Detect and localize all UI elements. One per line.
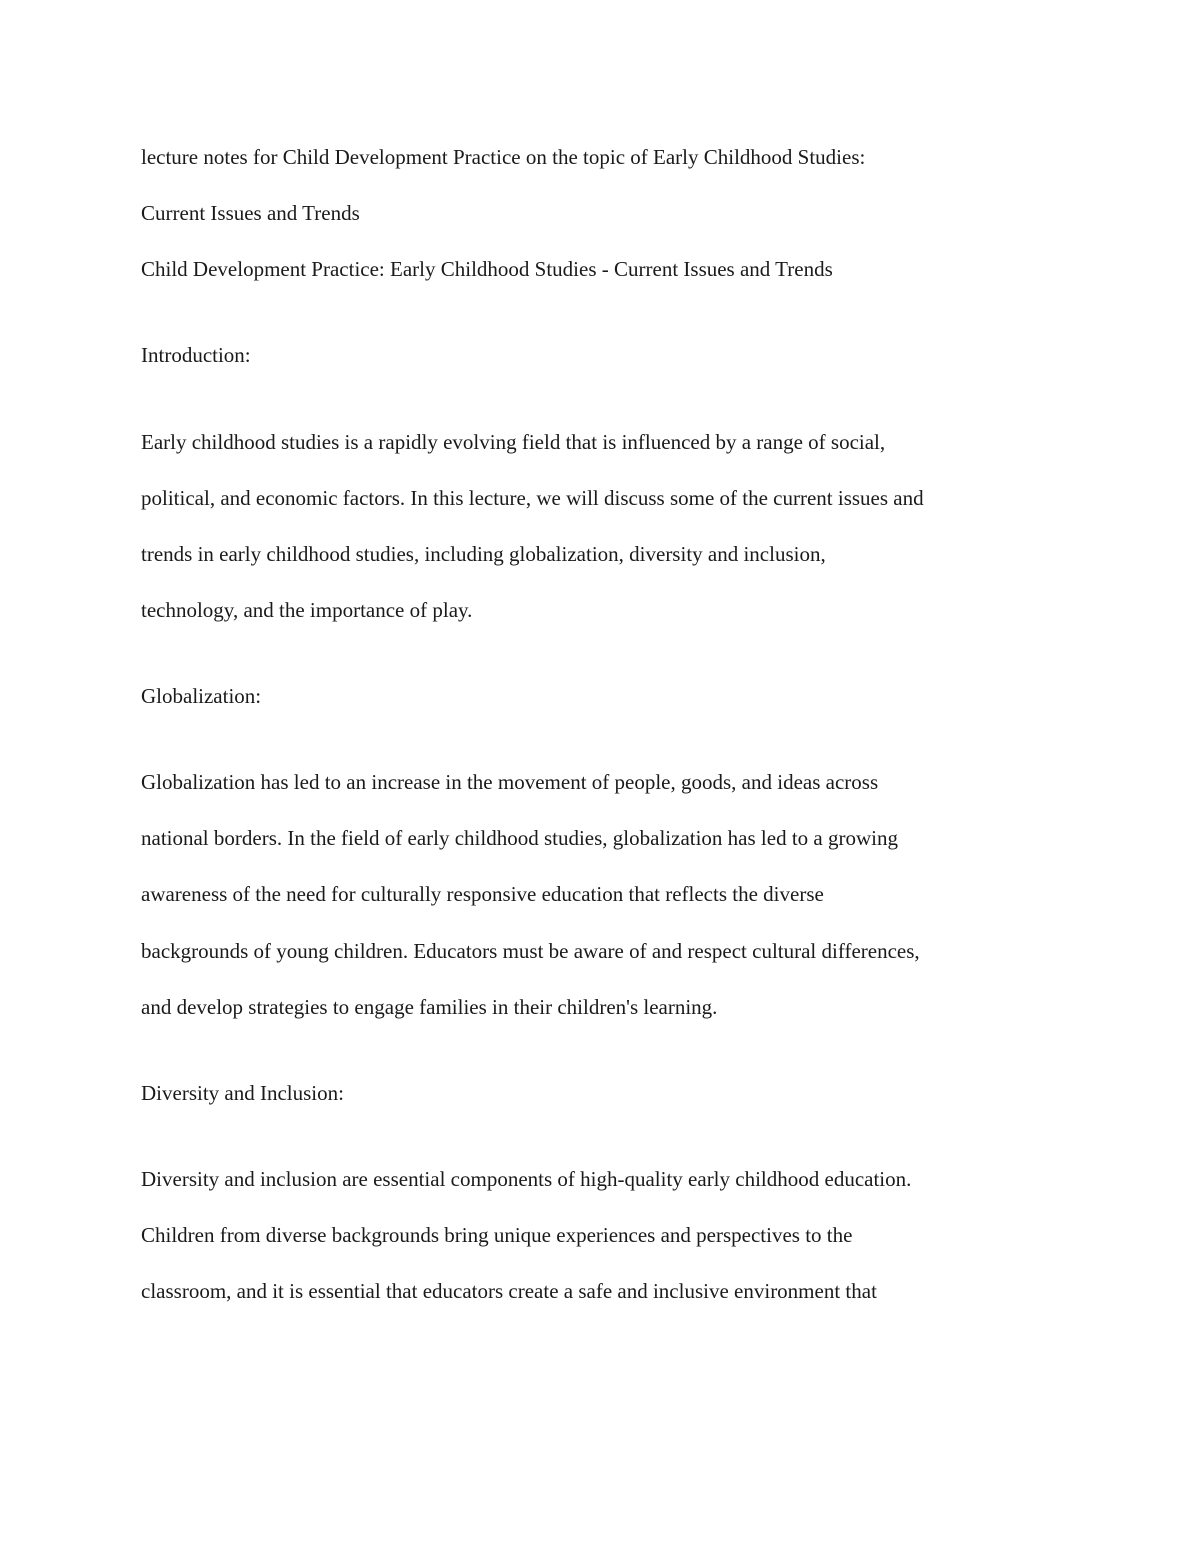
document-subtitle: Child Development Practice: Early Childhood Studies - Current Issues and Trends (141, 257, 833, 281)
globalization-heading: Globalization: (141, 684, 262, 708)
globalization-line: and develop strategies to engage families in their children's learning. (141, 995, 718, 1019)
document-title-line-2: Current Issues and Trends (141, 201, 360, 225)
diversity-line: Diversity and inclusion are essential components of high-quality early childhood education. (141, 1167, 912, 1191)
introduction-heading: Introduction: (141, 343, 251, 367)
introduction-line: Early childhood studies is a rapidly evolving field that is influenced by a range of social, (141, 430, 886, 454)
diversity-line: classroom, and it is essential that educators create a safe and inclusive environment that (141, 1279, 877, 1303)
globalization-line: national borders. In the field of early childhood studies, globalization has led to a growing (141, 826, 898, 850)
introduction-line: technology, and the importance of play. (141, 598, 473, 622)
diversity-line: Children from diverse backgrounds bring unique experiences and perspectives to the (141, 1223, 853, 1247)
introduction-line: political, and economic factors. In this lecture, we will discuss some of the current issues and (141, 486, 924, 510)
globalization-line: Globalization has led to an increase in the movement of people, goods, and ideas across (141, 770, 879, 794)
document-title-line-1: lecture notes for Child Development Practice on the topic of Early Childhood Studies: (141, 145, 866, 169)
globalization-line: awareness of the need for culturally responsive education that reflects the diverse (141, 882, 824, 906)
diversity-heading: Diversity and Inclusion: (141, 1081, 344, 1105)
introduction-line: trends in early childhood studies, including globalization, diversity and inclusion, (141, 542, 826, 566)
globalization-line: backgrounds of young children. Educators must be aware of and respect cultural differences, (141, 939, 920, 963)
